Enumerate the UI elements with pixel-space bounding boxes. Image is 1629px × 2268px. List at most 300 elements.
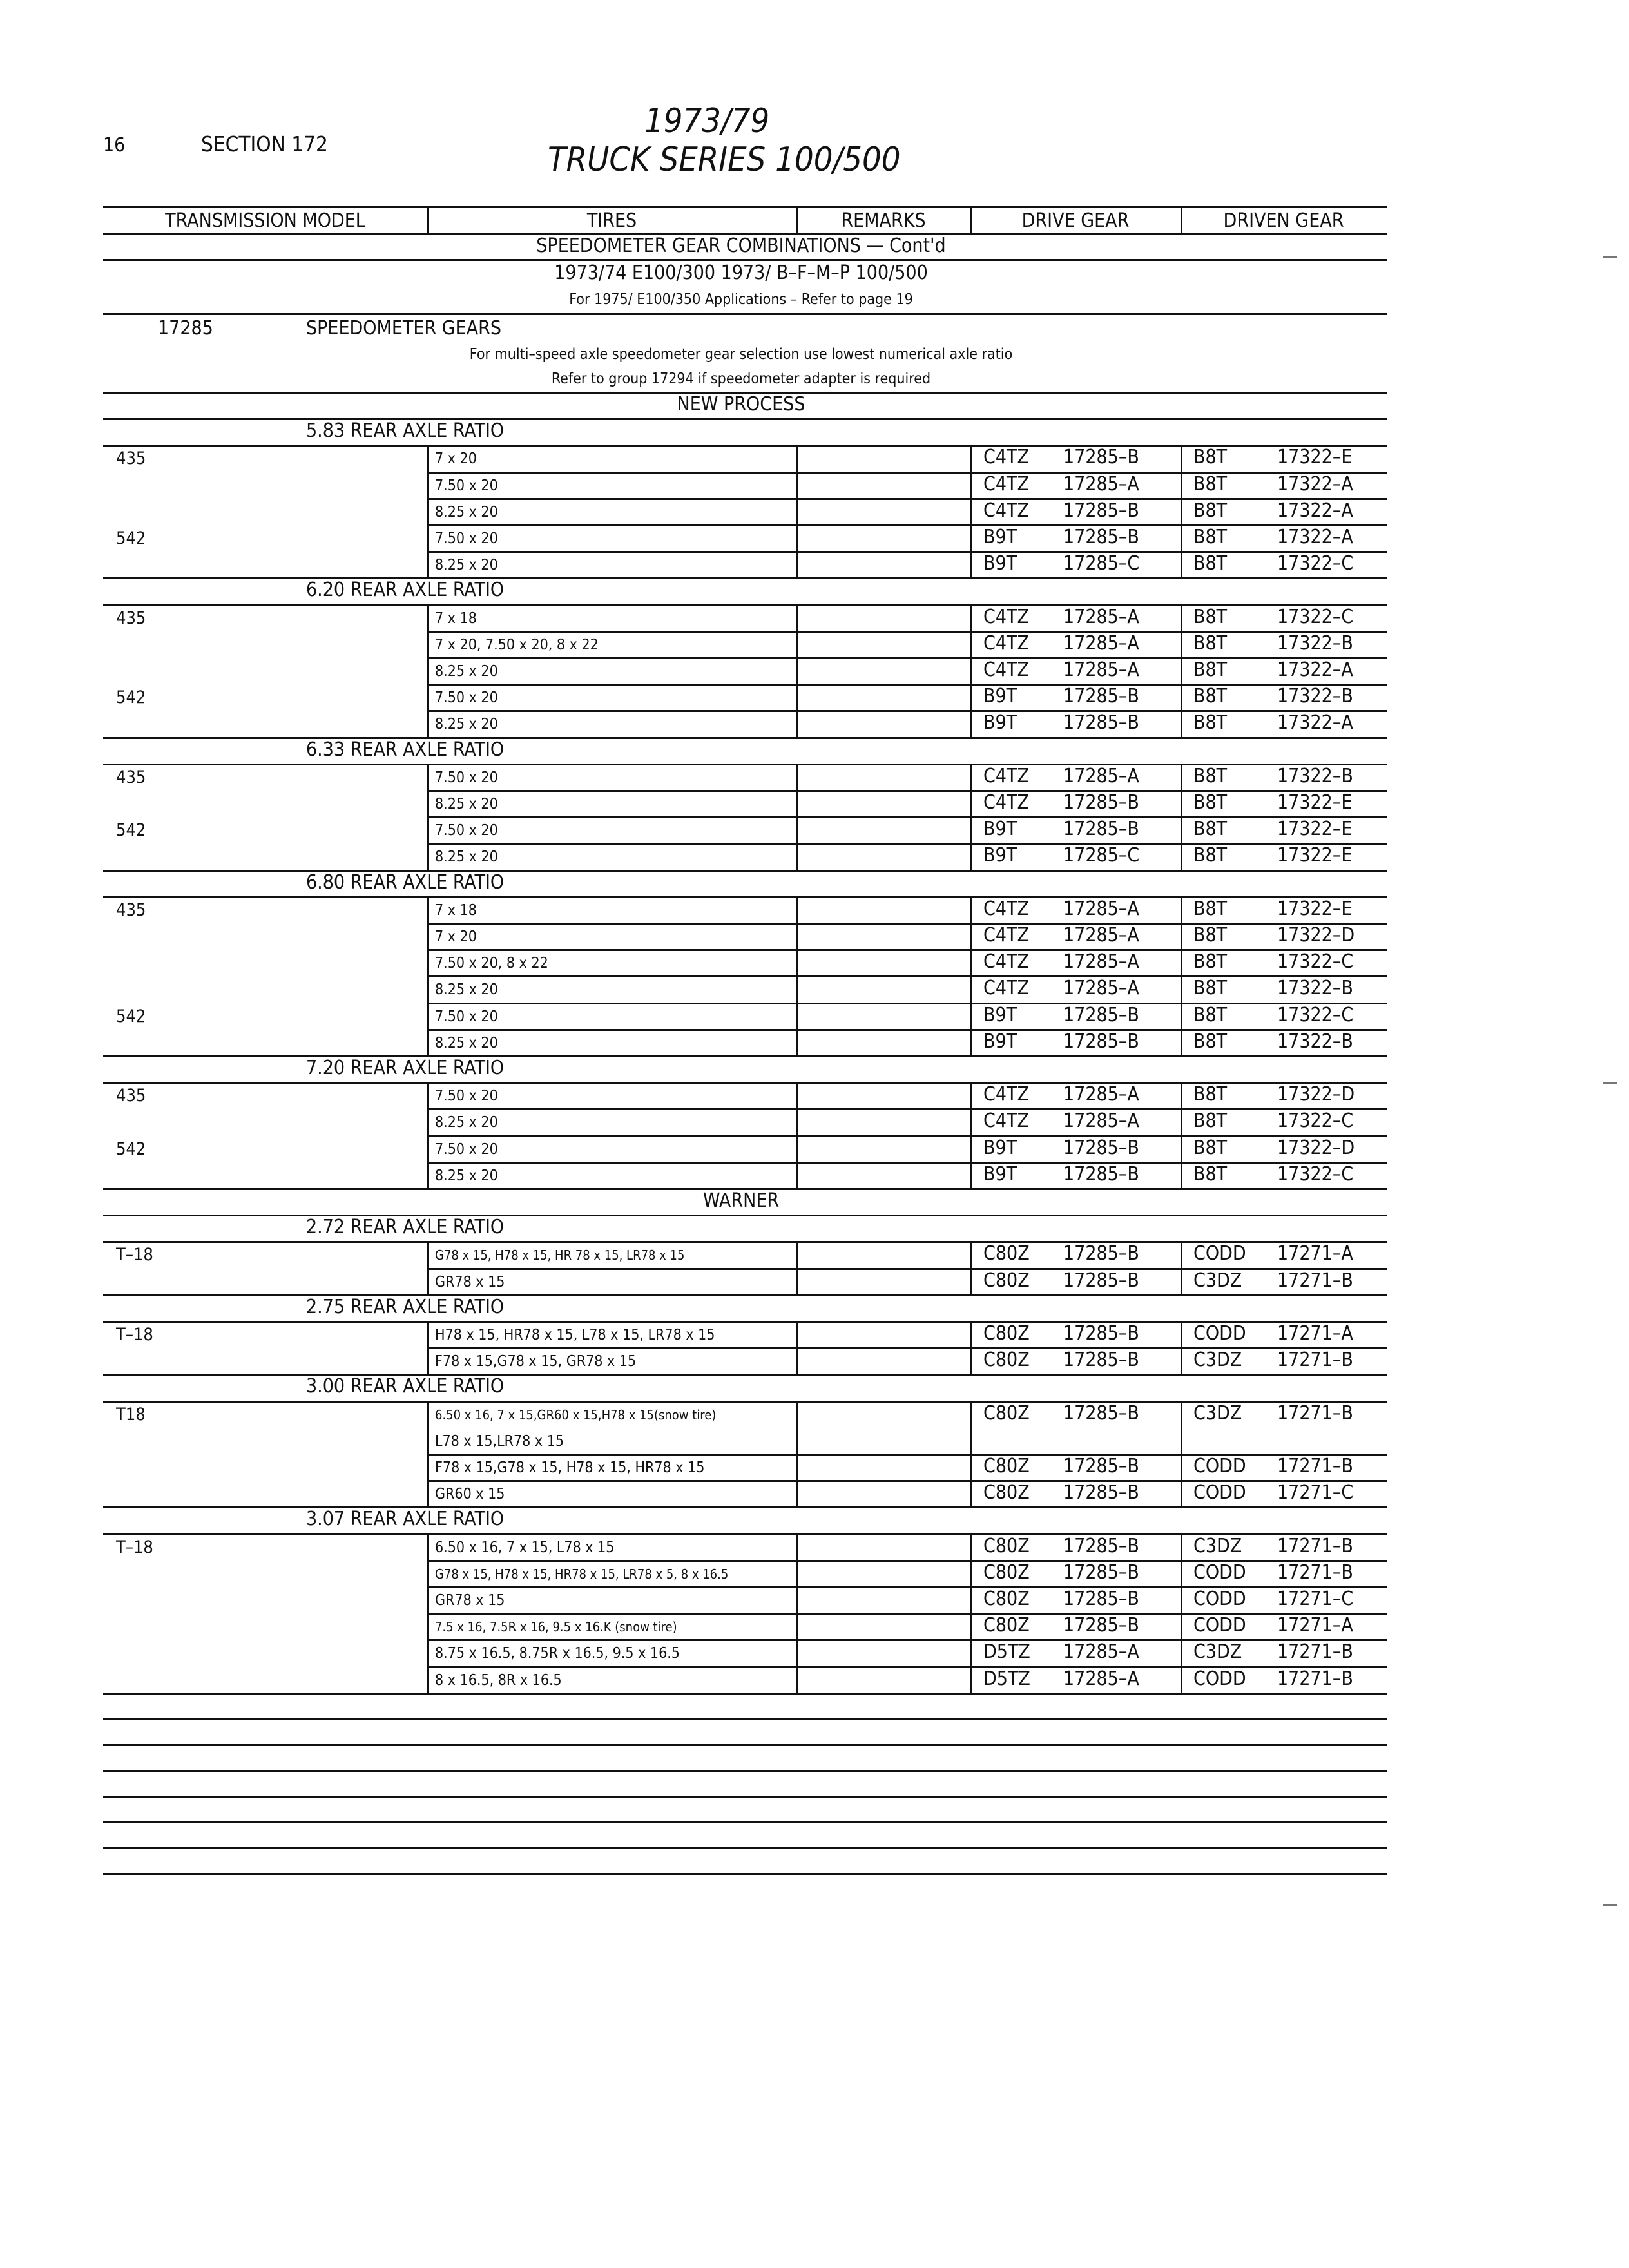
blank-rule bbox=[103, 1873, 1387, 1875]
transmission-model: 542 bbox=[116, 528, 146, 548]
drive-gear-number: 17285–A bbox=[1063, 1083, 1139, 1106]
column-divider bbox=[970, 1401, 972, 1507]
section-label: SECTION 172 bbox=[201, 131, 328, 157]
transmission-model: 435 bbox=[116, 1086, 146, 1106]
intro-note: For multi–speed axle speedometer gear selection use lowest numerical axle ratio bbox=[469, 346, 1013, 363]
column-divider bbox=[796, 1533, 798, 1693]
column-divider bbox=[1181, 1321, 1182, 1374]
drive-gear-prefix: C4TZ bbox=[983, 472, 1029, 495]
group-name: SPEEDOMETER GEARS bbox=[306, 317, 502, 340]
driven-gear-prefix: CODD bbox=[1193, 1667, 1246, 1690]
tire-size: 7.50 x 20 bbox=[435, 530, 498, 547]
driven-gear-prefix: C3DZ bbox=[1193, 1640, 1242, 1664]
tire-size: GR60 x 15 bbox=[435, 1486, 505, 1503]
drive-gear-prefix: C4TZ bbox=[983, 499, 1029, 522]
column-header-tires: TIRES bbox=[586, 209, 637, 232]
row-rule bbox=[427, 524, 1387, 526]
driven-gear-prefix: C3DZ bbox=[1193, 1349, 1242, 1372]
transmission-model: 542 bbox=[116, 820, 146, 841]
axle-ratio-heading: 2.75 REAR AXLE RATIO bbox=[306, 1295, 505, 1318]
driven-gear-prefix: B8T bbox=[1193, 526, 1228, 548]
column-divider bbox=[1181, 206, 1182, 233]
driven-gear-prefix: CODD bbox=[1193, 1242, 1246, 1265]
driven-gear-prefix: B8T bbox=[1193, 605, 1228, 628]
drive-gear-prefix: C4TZ bbox=[983, 950, 1029, 974]
driven-gear-prefix: CODD bbox=[1193, 1322, 1246, 1345]
drive-gear-prefix: C4TZ bbox=[983, 1083, 1029, 1106]
driven-gear-number: 17271–A bbox=[1277, 1242, 1353, 1265]
driven-gear-prefix: C3DZ bbox=[1193, 1269, 1242, 1292]
drive-gear-number: 17285–B bbox=[1063, 526, 1139, 548]
blank-rule bbox=[103, 1718, 1387, 1720]
tire-size: F78 x 15,G78 x 15, GR78 x 15 bbox=[435, 1353, 637, 1370]
drive-gear-number: 17285–B bbox=[1063, 1322, 1139, 1345]
drive-gear-prefix: C80Z bbox=[983, 1455, 1030, 1477]
tire-size: 7 x 18 bbox=[435, 901, 477, 919]
drive-gear-prefix: C80Z bbox=[983, 1242, 1030, 1265]
tire-size: 7 x 20 bbox=[435, 450, 477, 468]
column-divider bbox=[970, 1533, 972, 1693]
tire-size: 8.25 x 20 bbox=[435, 1034, 498, 1052]
tire-size: 8.25 x 20 bbox=[435, 557, 498, 574]
axle-ratio-heading: 2.72 REAR AXLE RATIO bbox=[306, 1216, 505, 1239]
row-rule bbox=[427, 498, 1387, 500]
driven-gear-prefix: B8T bbox=[1193, 897, 1228, 920]
drive-gear-number: 17285–B bbox=[1063, 1455, 1139, 1477]
axle-ratio-heading: 6.20 REAR AXLE RATIO bbox=[306, 579, 505, 602]
drive-gear-number: 17285–A bbox=[1063, 897, 1139, 920]
column-divider bbox=[427, 764, 429, 870]
drive-gear-prefix: C4TZ bbox=[983, 1110, 1029, 1133]
column-divider bbox=[427, 1241, 429, 1294]
drive-gear-prefix: B9T bbox=[983, 844, 1017, 867]
driven-gear-prefix: B8T bbox=[1193, 1030, 1228, 1053]
drive-gear-prefix: B9T bbox=[983, 1030, 1017, 1053]
driven-gear-number: 17322–E bbox=[1277, 844, 1353, 867]
row-rule bbox=[427, 923, 1387, 925]
driven-gear-prefix: B8T bbox=[1193, 764, 1228, 787]
driven-gear-number: 17322–A bbox=[1277, 499, 1353, 522]
tire-size: 8.25 x 20 bbox=[435, 849, 498, 866]
driven-gear-number: 17322–A bbox=[1277, 526, 1353, 548]
drive-gear-number: 17285–B bbox=[1063, 1481, 1139, 1504]
driven-gear-number: 17322–B bbox=[1277, 631, 1353, 655]
ratio-bottom-rule bbox=[103, 1693, 1387, 1695]
driven-gear-number: 17322–D bbox=[1277, 1083, 1355, 1106]
title-series: TRUCK SERIES 100/500 bbox=[548, 140, 901, 179]
manufacturer-heading: NEW PROCESS bbox=[677, 393, 805, 416]
row-rule bbox=[427, 1268, 1387, 1270]
tire-size: 7 x 20 bbox=[435, 928, 477, 945]
column-divider bbox=[427, 1533, 429, 1693]
blank-rule bbox=[103, 1847, 1387, 1849]
row-rule bbox=[427, 1135, 1387, 1137]
tire-size: 7 x 20, 7.50 x 20, 8 x 22 bbox=[435, 636, 599, 653]
drive-gear-number: 17285–A bbox=[1063, 950, 1139, 974]
drive-gear-prefix: B9T bbox=[983, 1136, 1017, 1159]
transmission-model: 435 bbox=[116, 899, 146, 920]
row-rule bbox=[427, 1029, 1387, 1031]
drive-gear-prefix: C4TZ bbox=[983, 446, 1029, 469]
row-rule bbox=[427, 1162, 1387, 1164]
drive-gear-number: 17285–B bbox=[1063, 711, 1139, 735]
driven-gear-prefix: B8T bbox=[1193, 1136, 1228, 1159]
drive-gear-prefix: B9T bbox=[983, 526, 1017, 548]
tire-size: GR78 x 15 bbox=[435, 1592, 505, 1609]
tire-size: 8.25 x 20 bbox=[435, 663, 498, 680]
drive-gear-number: 17285–B bbox=[1063, 1534, 1139, 1557]
driven-gear-prefix: B8T bbox=[1193, 977, 1228, 1000]
row-rule bbox=[427, 657, 1387, 659]
drive-gear-number: 17285–A bbox=[1063, 658, 1139, 681]
tire-size: 7.50 x 20 bbox=[435, 1008, 498, 1025]
blank-rule bbox=[103, 1796, 1387, 1798]
transmission-model: 542 bbox=[116, 687, 146, 708]
tire-size: 7.50 x 20 bbox=[435, 477, 498, 494]
transmission-model: 435 bbox=[116, 608, 146, 628]
column-divider bbox=[427, 1401, 429, 1507]
column-divider bbox=[796, 764, 798, 870]
tire-size: G78 x 15, H78 x 15, HR 78 x 15, LR78 x 15 bbox=[435, 1247, 685, 1264]
row-rule bbox=[427, 684, 1387, 686]
column-divider bbox=[796, 1401, 798, 1507]
driven-gear-prefix: B8T bbox=[1193, 924, 1228, 947]
drive-gear-prefix: C80Z bbox=[983, 1534, 1030, 1557]
scan-mark bbox=[1603, 1082, 1617, 1084]
driven-gear-prefix: CODD bbox=[1193, 1561, 1246, 1584]
column-divider bbox=[970, 604, 972, 737]
driven-gear-prefix: B8T bbox=[1193, 818, 1228, 841]
scan-mark bbox=[1603, 1904, 1617, 1906]
drive-gear-prefix: C4TZ bbox=[983, 764, 1029, 787]
driven-gear-prefix: C3DZ bbox=[1193, 1534, 1242, 1557]
column-divider bbox=[970, 1321, 972, 1374]
tire-size: 7 x 18 bbox=[435, 610, 477, 627]
tire-size: 8 x 16.5, 8R x 16.5 bbox=[435, 1671, 562, 1689]
axle-ratio-heading: 5.83 REAR AXLE RATIO bbox=[306, 419, 505, 443]
drive-gear-number: 17285–A bbox=[1063, 1667, 1139, 1690]
drive-gear-number: 17285–B bbox=[1063, 1030, 1139, 1053]
speedometer-gear-table bbox=[103, 206, 1387, 1894]
transmission-model: T–18 bbox=[116, 1245, 153, 1265]
scan-mark bbox=[1603, 256, 1617, 258]
drive-gear-number: 17285–B bbox=[1063, 1162, 1139, 1186]
drive-gear-prefix: C80Z bbox=[983, 1322, 1030, 1345]
tire-size: 8.75 x 16.5, 8.75R x 16.5, 9.5 x 16.5 bbox=[435, 1645, 680, 1662]
ratio-bottom-rule bbox=[103, 577, 1387, 579]
driven-gear-number: 17271–B bbox=[1277, 1561, 1353, 1584]
drive-gear-prefix: B9T bbox=[983, 1003, 1017, 1026]
transmission-model: 435 bbox=[116, 448, 146, 469]
tire-size: 7.50 x 20 bbox=[435, 1140, 498, 1158]
driven-gear-prefix: B8T bbox=[1193, 1110, 1228, 1133]
tire-size: 7.5 x 16, 7.5R x 16, 9.5 x 16.K (snow tire) bbox=[435, 1619, 677, 1635]
row-rule bbox=[427, 472, 1387, 474]
tire-size: 8.25 x 20 bbox=[435, 1167, 498, 1184]
drive-gear-number: 17285–B bbox=[1063, 1136, 1139, 1159]
driven-gear-number: 17271–C bbox=[1277, 1588, 1354, 1610]
column-header-drive-gear: DRIVE GEAR bbox=[1021, 209, 1130, 232]
drive-gear-prefix: D5TZ bbox=[983, 1640, 1030, 1664]
driven-gear-prefix: B8T bbox=[1193, 552, 1228, 575]
drive-gear-prefix: C80Z bbox=[983, 1401, 1030, 1425]
drive-gear-prefix: B9T bbox=[983, 552, 1017, 575]
ratio-bottom-rule bbox=[103, 870, 1387, 872]
drive-gear-prefix: B9T bbox=[983, 818, 1017, 841]
tire-size: 8.25 x 20 bbox=[435, 981, 498, 999]
drive-gear-number: 17285–A bbox=[1063, 1110, 1139, 1133]
driven-gear-number: 17322–E bbox=[1277, 446, 1353, 469]
tire-size: 7.50 x 20 bbox=[435, 822, 498, 840]
driven-gear-number: 17271–B bbox=[1277, 1269, 1353, 1292]
column-divider bbox=[970, 1082, 972, 1188]
tire-size: G78 x 15, H78 x 15, HR78 x 15, LR78 x 5, 8 x 16.5 bbox=[435, 1566, 729, 1582]
driven-gear-number: 17322–A bbox=[1277, 658, 1353, 681]
ratio-bottom-rule bbox=[103, 1055, 1387, 1057]
tire-size: GR78 x 15 bbox=[435, 1273, 505, 1291]
drive-gear-prefix: C80Z bbox=[983, 1269, 1030, 1292]
driven-gear-number: 17271–B bbox=[1277, 1534, 1353, 1557]
drive-gear-number: 17285–A bbox=[1063, 924, 1139, 947]
column-divider bbox=[427, 1082, 429, 1188]
driven-gear-prefix: B8T bbox=[1193, 1162, 1228, 1186]
driven-gear-prefix: B8T bbox=[1193, 1003, 1228, 1026]
driven-gear-number: 17322–E bbox=[1277, 791, 1353, 814]
drive-gear-number: 17285–B bbox=[1063, 818, 1139, 841]
driven-gear-number: 17322–B bbox=[1277, 764, 1353, 787]
driven-gear-prefix: C3DZ bbox=[1193, 1401, 1242, 1425]
tire-size: 7.50 x 20 bbox=[435, 689, 498, 707]
driven-gear-prefix: B8T bbox=[1193, 446, 1228, 469]
drive-gear-number: 17285–A bbox=[1063, 1640, 1139, 1664]
driven-gear-prefix: B8T bbox=[1193, 844, 1228, 867]
transmission-model: T–18 bbox=[116, 1325, 153, 1345]
row-rule bbox=[427, 790, 1387, 792]
tire-size: 8.25 x 20 bbox=[435, 796, 498, 812]
group-number: 17285 bbox=[158, 317, 213, 340]
transmission-model: 542 bbox=[116, 1006, 146, 1026]
tire-size: L78 x 15,LR78 x 15 bbox=[435, 1432, 564, 1450]
page-number: 16 bbox=[103, 134, 126, 157]
blank-rule bbox=[103, 1744, 1387, 1746]
driven-gear-number: 17322–C bbox=[1277, 1162, 1354, 1186]
column-divider bbox=[796, 1082, 798, 1188]
rule-line bbox=[103, 1215, 1387, 1216]
axle-ratio-heading: 7.20 REAR AXLE RATIO bbox=[306, 1057, 505, 1079]
drive-gear-prefix: C80Z bbox=[983, 1349, 1030, 1372]
column-divider bbox=[427, 445, 429, 577]
driven-gear-number: 17271–B bbox=[1277, 1455, 1353, 1477]
driven-gear-number: 17271–B bbox=[1277, 1640, 1353, 1664]
driven-gear-number: 17322–C bbox=[1277, 1003, 1354, 1026]
column-header-remarks: REMARKS bbox=[841, 209, 926, 232]
column-divider bbox=[970, 445, 972, 577]
column-divider bbox=[1181, 1082, 1182, 1188]
column-divider bbox=[427, 1321, 429, 1374]
driven-gear-prefix: B8T bbox=[1193, 658, 1228, 681]
driven-gear-number: 17322–B bbox=[1277, 1030, 1353, 1053]
driven-gear-prefix: B8T bbox=[1193, 472, 1228, 495]
drive-gear-prefix: C4TZ bbox=[983, 977, 1029, 1000]
row-rule bbox=[427, 975, 1387, 977]
intro-note: Refer to group 17294 if speedometer adapter is required bbox=[551, 370, 931, 387]
drive-gear-number: 17285–C bbox=[1063, 844, 1140, 867]
column-divider bbox=[427, 206, 429, 233]
drive-gear-prefix: B9T bbox=[983, 711, 1017, 735]
driven-gear-number: 17322–E bbox=[1277, 818, 1353, 841]
drive-gear-prefix: C80Z bbox=[983, 1481, 1030, 1504]
column-divider bbox=[796, 896, 798, 1055]
drive-gear-number: 17285–B bbox=[1063, 499, 1139, 522]
rule-line bbox=[103, 418, 1387, 420]
driven-gear-number: 17271–B bbox=[1277, 1401, 1353, 1425]
column-divider bbox=[1181, 604, 1182, 737]
driven-gear-number: 17271–C bbox=[1277, 1481, 1354, 1504]
drive-gear-number: 17285–B bbox=[1063, 1003, 1139, 1026]
tire-size: 8.25 x 20 bbox=[435, 716, 498, 733]
driven-gear-number: 17322–A bbox=[1277, 711, 1353, 735]
row-rule bbox=[427, 1108, 1387, 1110]
row-rule bbox=[427, 551, 1387, 553]
transmission-model: 435 bbox=[116, 767, 146, 787]
driven-gear-number: 17322–C bbox=[1277, 605, 1354, 628]
drive-gear-number: 17285–A bbox=[1063, 472, 1139, 495]
row-rule bbox=[427, 710, 1387, 712]
drive-gear-number: 17285–B bbox=[1063, 1349, 1139, 1372]
blank-rule bbox=[103, 1821, 1387, 1823]
column-divider bbox=[796, 206, 798, 233]
drive-gear-prefix: C80Z bbox=[983, 1588, 1030, 1610]
drive-gear-number: 17285–A bbox=[1063, 605, 1139, 628]
driven-gear-number: 17322–A bbox=[1277, 472, 1353, 495]
drive-gear-number: 17285–B bbox=[1063, 1401, 1139, 1425]
drive-gear-prefix: C4TZ bbox=[983, 631, 1029, 655]
row-rule bbox=[427, 843, 1387, 845]
column-divider bbox=[970, 896, 972, 1055]
axle-ratio-heading: 3.00 REAR AXLE RATIO bbox=[306, 1375, 505, 1398]
manufacturer-heading: WARNER bbox=[702, 1189, 780, 1212]
driven-gear-number: 17271–B bbox=[1277, 1349, 1353, 1372]
drive-gear-prefix: B9T bbox=[983, 1162, 1017, 1186]
intro-applies: 1973/74 E100/300 1973/ B–F–M–P 100/500 bbox=[554, 262, 928, 284]
drive-gear-number: 17285–C bbox=[1063, 552, 1140, 575]
column-divider bbox=[1181, 1241, 1182, 1294]
driven-gear-prefix: B8T bbox=[1193, 791, 1228, 814]
tire-size: 7.50 x 20 bbox=[435, 1088, 498, 1105]
driven-gear-number: 17322–C bbox=[1277, 552, 1354, 575]
drive-gear-prefix: C80Z bbox=[983, 1614, 1030, 1637]
column-divider bbox=[970, 764, 972, 870]
column-divider bbox=[796, 1241, 798, 1294]
column-divider bbox=[796, 604, 798, 737]
tire-size: 7.50 x 20 bbox=[435, 769, 498, 786]
column-divider bbox=[796, 1321, 798, 1374]
ratio-bottom-rule bbox=[103, 1506, 1387, 1508]
tire-size: H78 x 15, HR78 x 15, L78 x 15, LR78 x 15 bbox=[435, 1327, 715, 1343]
drive-gear-number: 17285–B bbox=[1063, 1588, 1139, 1610]
title-years: 1973/79 bbox=[644, 102, 770, 140]
drive-gear-prefix: C4TZ bbox=[983, 605, 1029, 628]
axle-ratio-heading: 3.07 REAR AXLE RATIO bbox=[306, 1508, 505, 1531]
drive-gear-number: 17285–A bbox=[1063, 631, 1139, 655]
driven-gear-prefix: B8T bbox=[1193, 950, 1228, 974]
driven-gear-prefix: B8T bbox=[1193, 631, 1228, 655]
blank-rule bbox=[103, 1770, 1387, 1772]
ratio-bottom-rule bbox=[103, 1294, 1387, 1296]
drive-gear-number: 17285–B bbox=[1063, 1614, 1139, 1637]
intro-refer: For 1975/ E100/350 Applications – Refer to page 19 bbox=[569, 291, 913, 308]
column-divider bbox=[1181, 764, 1182, 870]
rule-line bbox=[103, 313, 1387, 315]
column-header-transmission-model: TRANSMISSION MODEL bbox=[165, 209, 365, 232]
column-divider bbox=[1181, 445, 1182, 577]
tire-size: 7.50 x 20, 8 x 22 bbox=[435, 955, 548, 972]
driven-gear-number: 17322–B bbox=[1277, 977, 1353, 1000]
column-divider bbox=[796, 445, 798, 577]
drive-gear-prefix: C4TZ bbox=[983, 791, 1029, 814]
axle-ratio-heading: 6.33 REAR AXLE RATIO bbox=[306, 738, 505, 761]
column-divider bbox=[970, 206, 972, 233]
transmission-model: 542 bbox=[116, 1139, 146, 1159]
driven-gear-prefix: CODD bbox=[1193, 1588, 1246, 1610]
transmission-model: T–18 bbox=[116, 1537, 153, 1557]
driven-gear-prefix: B8T bbox=[1193, 711, 1228, 735]
drive-gear-number: 17285–B bbox=[1063, 1242, 1139, 1265]
driven-gear-number: 17322–D bbox=[1277, 924, 1355, 947]
ratio-bottom-rule bbox=[103, 737, 1387, 739]
tire-size: F78 x 15,G78 x 15, H78 x 15, HR78 x 15 bbox=[435, 1459, 705, 1476]
row-rule bbox=[427, 816, 1387, 818]
column-divider bbox=[1181, 1533, 1182, 1693]
column-divider bbox=[427, 604, 429, 737]
driven-gear-number: 17271–A bbox=[1277, 1614, 1353, 1637]
driven-gear-prefix: B8T bbox=[1193, 499, 1228, 522]
column-divider bbox=[427, 896, 429, 1055]
tire-size: 8.25 x 20 bbox=[435, 503, 498, 521]
column-divider bbox=[970, 1241, 972, 1294]
ratio-bottom-rule bbox=[103, 1374, 1387, 1376]
intro-heading: SPEEDOMETER GEAR COMBINATIONS — Cont'd bbox=[536, 235, 946, 257]
drive-gear-prefix: B9T bbox=[983, 685, 1017, 708]
driven-gear-prefix: B8T bbox=[1193, 1083, 1228, 1106]
tire-size: 8.25 x 20 bbox=[435, 1114, 498, 1131]
drive-gear-number: 17285–B bbox=[1063, 1561, 1139, 1584]
driven-gear-number: 17271–A bbox=[1277, 1322, 1353, 1345]
drive-gear-prefix: C4TZ bbox=[983, 658, 1029, 681]
row-rule bbox=[427, 949, 1387, 951]
drive-gear-number: 17285–B bbox=[1063, 1269, 1139, 1292]
tire-size: 6.50 x 16, 7 x 15, L78 x 15 bbox=[435, 1539, 615, 1556]
driven-gear-number: 17322–D bbox=[1277, 1136, 1355, 1159]
drive-gear-number: 17285–A bbox=[1063, 764, 1139, 787]
drive-gear-number: 17285–B bbox=[1063, 791, 1139, 814]
driven-gear-prefix: CODD bbox=[1193, 1455, 1246, 1477]
drive-gear-number: 17285–B bbox=[1063, 446, 1139, 469]
driven-gear-prefix: CODD bbox=[1193, 1481, 1246, 1504]
drive-gear-prefix: C4TZ bbox=[983, 897, 1029, 920]
row-rule bbox=[427, 1003, 1387, 1004]
axle-ratio-heading: 6.80 REAR AXLE RATIO bbox=[306, 870, 505, 894]
driven-gear-number: 17322–E bbox=[1277, 897, 1353, 920]
driven-gear-number: 17322–B bbox=[1277, 685, 1353, 708]
drive-gear-number: 17285–A bbox=[1063, 977, 1139, 1000]
tire-size: 6.50 x 16, 7 x 15,GR60 x 15,H78 x 15(snow tire) bbox=[435, 1407, 717, 1423]
driven-gear-number: 17322–C bbox=[1277, 1110, 1354, 1133]
driven-gear-prefix: CODD bbox=[1193, 1614, 1246, 1637]
drive-gear-prefix: C4TZ bbox=[983, 924, 1029, 947]
transmission-model: T18 bbox=[116, 1404, 146, 1425]
drive-gear-prefix: C80Z bbox=[983, 1561, 1030, 1584]
